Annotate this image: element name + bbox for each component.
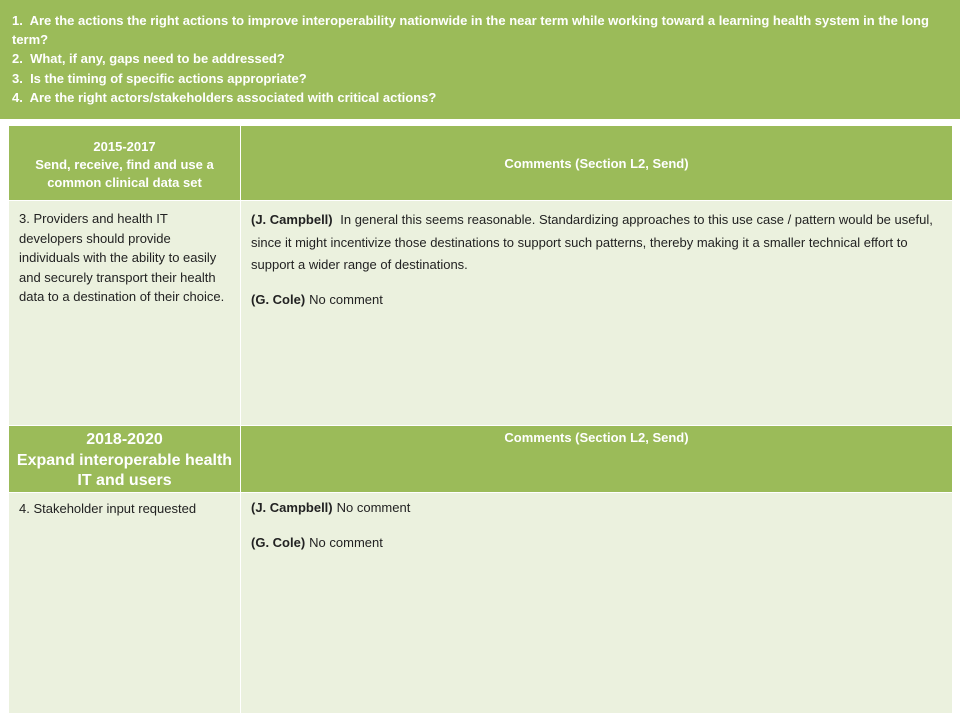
section1-action: 3. Providers and health IT developers should provide individuals with the ability to easily and securely transport their health data to a destination of their choice. xyxy=(19,211,225,304)
comment-text: No comment xyxy=(336,499,411,515)
question-4: 4. Are the right actors/stakeholders associated with critical actions? xyxy=(12,89,437,105)
comment-text: No comment xyxy=(309,535,383,550)
comment-author: (J. Campbell) xyxy=(251,212,333,227)
question-1: 1. Are the actions the right actions to improve interoperability nationwide in the near term while working toward a learning health system in the long term? xyxy=(12,13,933,48)
questions-banner xyxy=(0,0,960,119)
question-2: 2. What, if any, gaps need to be addressed? xyxy=(12,51,285,67)
comment-campbell xyxy=(251,209,942,277)
section2-header-row xyxy=(9,426,953,493)
section2-action-cell xyxy=(9,492,241,713)
comment-cole xyxy=(251,532,942,555)
section2-period: 2018-2020 xyxy=(86,431,163,448)
section2-period-header xyxy=(9,426,241,493)
question-3: 3. Is the timing of specific actions appropriate? xyxy=(12,70,307,86)
comment-campbell xyxy=(251,497,942,520)
comment-text: No comment xyxy=(309,291,383,307)
section1-period-header xyxy=(9,126,241,201)
section1-comments-cell xyxy=(241,201,953,426)
section1-comments-header: Comments (Section L2, Send) xyxy=(241,126,953,201)
comment-author: (J. Campbell) xyxy=(251,499,333,515)
comment-text: In general this seems reasonable. Standardizing approaches to this use case / pattern would be useful, since it might incentivize those destinations to support such patterns, thereby making it a smaller technical effort to support a wider range of destinations. xyxy=(251,212,933,272)
section2-action: 4. Stakeholder input requested xyxy=(19,500,197,516)
comment-cole xyxy=(251,289,942,312)
section1-action-cell xyxy=(9,201,241,426)
section2-comments-cell xyxy=(241,492,953,713)
section2-row xyxy=(9,492,953,713)
comment-author: (G. Cole) xyxy=(251,535,306,550)
section2-comments-header: Comments (Section L2, Send) xyxy=(241,426,953,493)
comments-table xyxy=(8,125,953,714)
section1-header-row xyxy=(9,126,953,201)
section1-row xyxy=(9,201,953,426)
section2-goal: Expand interoperable health IT and users xyxy=(16,451,233,489)
section1-period: 2015-2017 xyxy=(93,139,156,154)
comment-author: (G. Cole) xyxy=(251,291,306,307)
section1-goal: Send, receive, find and use a common clinical data set xyxy=(35,157,214,190)
